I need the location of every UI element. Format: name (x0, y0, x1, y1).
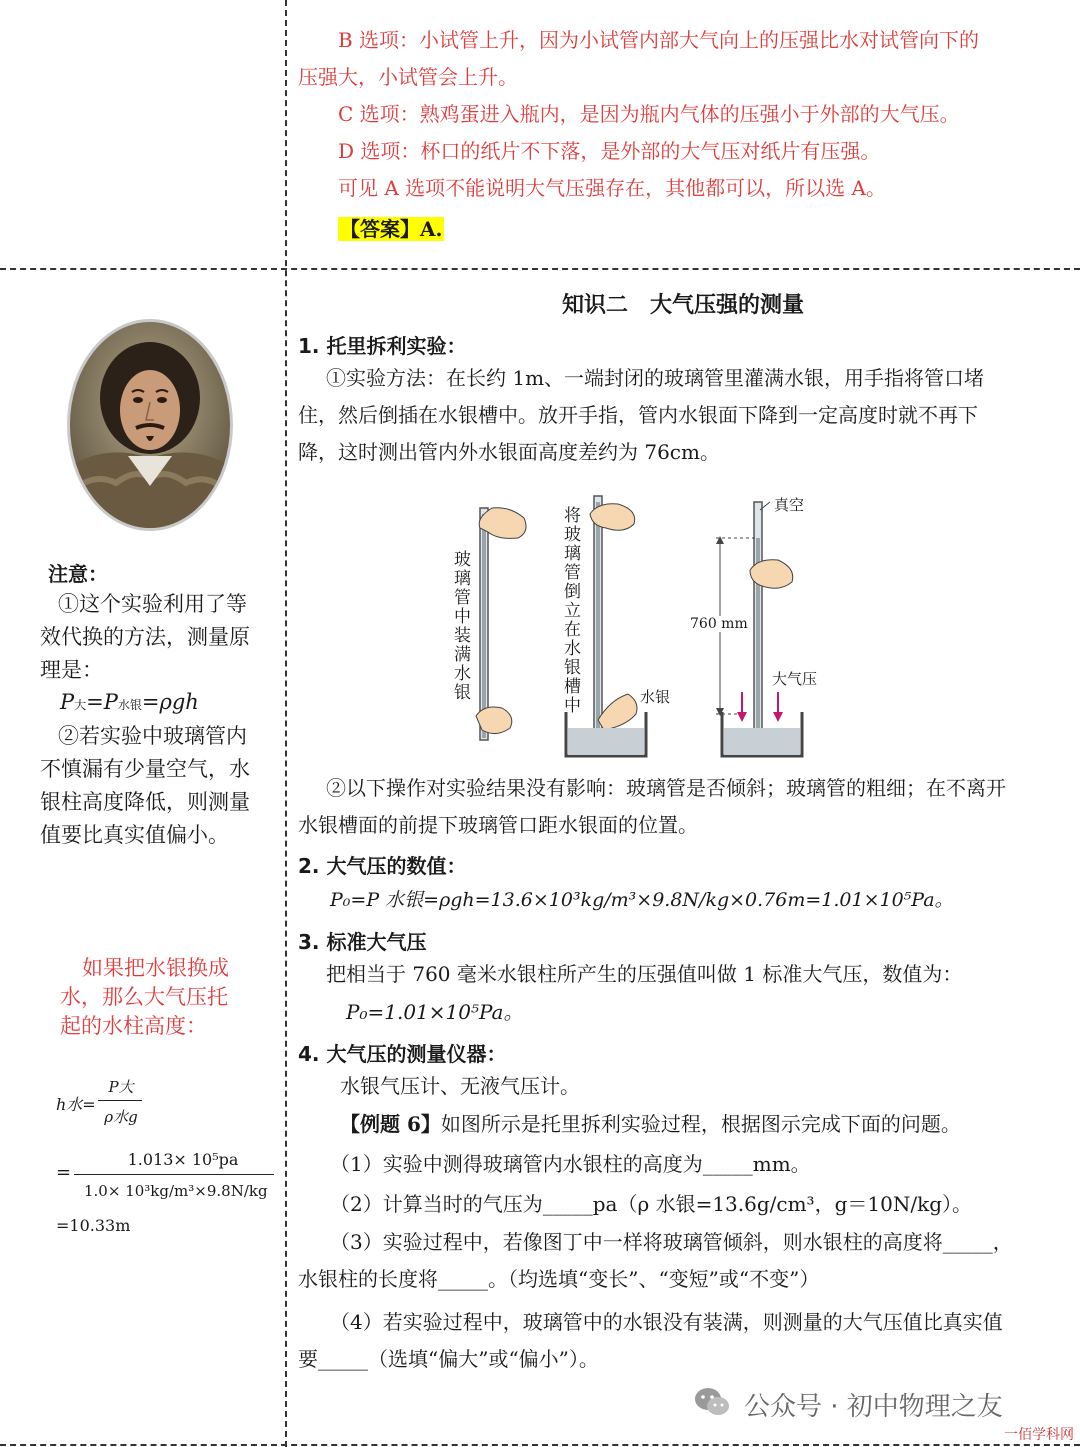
row-divider-top (0, 268, 1080, 270)
example-intro: 如图所示是托里拆利实验过程，根据图示完成下面的问题。 (440, 1112, 961, 1136)
s2-title: 2. 大气压的数值： (298, 854, 467, 878)
frac2-line (74, 1174, 274, 1175)
formula-mid: =P (86, 690, 118, 714)
watermark-text: 公众号 · 初中物理之友 (744, 1392, 1003, 1422)
result: =10.33m (56, 1216, 131, 1235)
question-4-line: （4）若实验过程中，玻璃管中的水银没有装满，则测量的大气压值比真实值 (330, 1310, 1003, 1334)
s2-formula: P₀=P 水银=ρgh=13.6×10³kg/m³×9.8N/kg×0.76m=1.01×10⁵Pa。 (330, 889, 954, 911)
frac2-denominator: 1.0× 10³kg/m³×9.8N/kg (84, 1182, 268, 1200)
eq-sign: = (56, 1162, 72, 1183)
note-title: 注意： (48, 562, 108, 586)
frac1-numerator: P大 (108, 1078, 134, 1096)
s1-paragraph-1 (298, 360, 1070, 471)
note-2-line: ②若实验中玻璃管内 (58, 724, 247, 748)
note-2-line: 银柱高度降低，则测量 (40, 790, 250, 814)
question-4 (298, 1304, 1070, 1378)
example-heading (340, 1106, 961, 1143)
example-tag: 【例题 6】 (340, 1112, 441, 1136)
corner-watermark: 一佰学科网 (1004, 1427, 1074, 1443)
s4-text: 水银气压计、无液气压计。 (340, 1074, 580, 1098)
figure-label-vacuum: 真空 (774, 496, 805, 514)
formula-sub-big: 大 (74, 698, 87, 712)
s3-title: 3. 标准大气压 (298, 930, 427, 954)
figure-label-760mm: 760 mm (690, 616, 748, 632)
figure-label-filled-tube: 玻璃管中装满水银 (450, 550, 470, 702)
frac1-line (98, 1100, 142, 1101)
section-title: 知识二 大气压强的测量 (561, 293, 804, 318)
figure-label-mercury: 水银 (640, 688, 671, 706)
question-1: （1）实验中测得玻璃管内水银柱的高度为_____mm。 (330, 1152, 811, 1176)
wechat-icon (694, 1386, 730, 1418)
answer-badge: 【答案】A. (340, 217, 443, 241)
pressure-formula (60, 690, 199, 714)
question-3-line: （3）实验过程中，若像图丁中一样将玻璃管倾斜，则水银柱的高度将_____， (330, 1230, 1013, 1254)
torricelli-portrait (66, 318, 234, 532)
formula-sub-hg: 水银 (117, 698, 142, 712)
s1-p1-line: 住，然后倒插在水银槽中。放开手指，管内水银面下降到一定高度时就不再下 (298, 403, 978, 427)
figure-label-invert-tube: 将玻璃管倒立在水银槽中 (560, 506, 580, 715)
d-option: D 选项：杯口的纸片不下落，是外部的大气压对纸片有压强。 (338, 139, 881, 163)
note-1-line: ①这个实验利用了等 (58, 592, 247, 616)
note-2 (40, 720, 280, 852)
frac1-denominator: ρ水g (104, 1108, 138, 1126)
column-divider (285, 0, 287, 1447)
row-divider-bottom (0, 1444, 1080, 1446)
top-explanation (298, 22, 1068, 248)
c-option: C 选项：熟鸡蛋进入瓶内，是因为瓶内气体的压强小于外部的大气压。 (338, 102, 960, 126)
red-note-line: 水，那么大气压托 (60, 985, 228, 1009)
formula-p: P (60, 690, 75, 714)
note-1-line: 效代换的方法，测量原 (40, 625, 250, 649)
s1-p2-line: 水银槽面的前提下玻璃管口距水银面的位置。 (298, 813, 698, 837)
question-4-line: 要_____（选填“偏大”或“偏小”）。 (298, 1347, 599, 1371)
red-note-line: 如果把水银换成 (82, 956, 229, 980)
s1-p2-line: ②以下操作对实验结果没有影响：玻璃管是否倾斜；玻璃管的粗细；在不离开 (326, 776, 1006, 800)
s1-p1-line: ①实验方法：在长约 1m、一端封闭的玻璃管里灌满水银，用手指将管口堵 (326, 366, 985, 390)
red-note (60, 954, 270, 1041)
s1-paragraph-2 (298, 770, 1070, 844)
b-option-line-1: B 选项：小试管上升，因为小试管内部大气向上的压强比水对试管向下的 (338, 28, 980, 52)
note-1 (40, 588, 280, 687)
question-2: （2）计算当时的气压为_____pa（ρ 水银=13.6g/cm³，g＝10N/kg）。 (330, 1192, 972, 1216)
s4-title: 4. 大气压的测量仪器： (298, 1042, 507, 1066)
red-note-line: 起的水柱高度： (60, 1014, 207, 1038)
question-3-line: 水银柱的长度将_____。（均选填“变长”、“变短”或“不变”） (298, 1267, 820, 1291)
s3-text: 把相当于 760 毫米水银柱所产生的压强值叫做 1 标准大气压，数值为： (326, 962, 963, 986)
figure-label-atm: 大气压 (772, 670, 818, 688)
formula-rhs: =ρgh (141, 690, 199, 714)
b-option-line-2: 压强大，小试管会上升。 (298, 65, 518, 89)
s1-title: 1. 托里拆利实验： (298, 334, 467, 358)
question-3 (298, 1224, 1070, 1298)
note-2-line: 值要比真实值偏小。 (40, 823, 229, 847)
torricelli-figure (440, 488, 840, 766)
conclusion: 可见 A 选项不能说明大气压强存在，其他都可以，所以选 A。 (338, 176, 886, 200)
s3-value: P₀=1.01×10⁵Pa。 (346, 1000, 524, 1024)
s1-p1-line: 降，这时测出管内外水银面高度差约为 76cm。 (298, 440, 720, 464)
note-1-line: 理是： (40, 658, 103, 682)
frac2-numerator: 1.013× 10⁵pa (127, 1150, 239, 1169)
note-2-line: 不慎漏有少量空气，水 (40, 757, 250, 781)
h-water-label: h水= (56, 1095, 96, 1114)
